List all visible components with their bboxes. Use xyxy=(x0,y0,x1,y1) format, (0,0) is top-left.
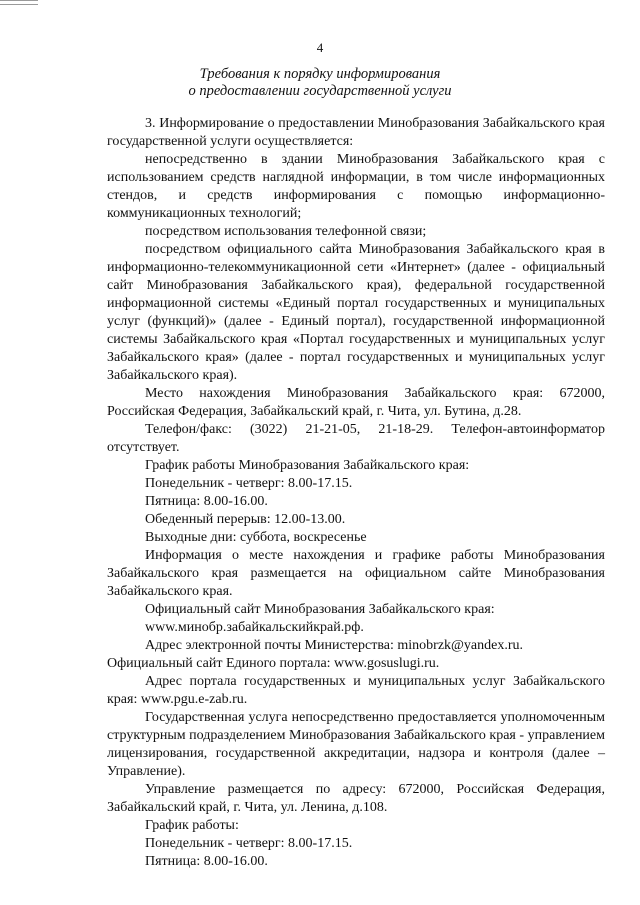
paragraph-friday: Пятница: 8.00-16.00. xyxy=(145,494,268,509)
paragraph-mon-thu: Понедельник - четверг: 8.00-17.15. xyxy=(145,476,353,491)
paragraph-schedule-title: График работы Минобразования Забайкальского края: xyxy=(145,458,470,473)
paragraph-informing-intro: 3. Информирование о предоставлении Минобразования Забайкальского края государственной услуги осуществляется: xyxy=(107,116,605,149)
paragraph-website: посредством официального сайта Минобразования Забайкальского края в информационно-телекоммуникационной сети «Интернет» (далее - официальный сайт Минобразования Забайкальского края), федеральной государственной информационной системы «Единый портал государственных и муниципальных услуг (функций)» (далее - Единый портал), государственной информационной системы Забайкальского края «Портал государственных и муниципальных услуг Забайкальского края» (далее - портал государственных и муниципальных услуг Забайкальского края). xyxy=(107,242,605,383)
paragraph-days-off: Выходные дни: суббота, воскресенье xyxy=(145,530,367,545)
paragraph-official-site-label: Официальный сайт Минобразования Забайкальского края: xyxy=(145,602,495,617)
page-number: 4 xyxy=(316,40,324,55)
paragraph-phone: посредством использования телефонной связи; xyxy=(145,224,427,239)
section-heading xyxy=(0,66,640,100)
paragraph-location: Место нахождения Минобразования Забайкальского края: 672000, Российская Федерация, Забайкальский край, г. Чита, ул. Бутина, д.28. xyxy=(107,386,605,419)
paragraph-lunch: Обеденный перерыв: 12.00-13.00. xyxy=(145,512,346,527)
heading-line-1: Требования к порядку информирования xyxy=(199,66,441,82)
paragraph-unified-portal: Официальный сайт Единого портала: www.gosuslugi.ru. xyxy=(107,656,440,671)
scan-corner-mark xyxy=(0,0,38,5)
paragraph-department-friday: Пятница: 8.00-16.00. xyxy=(145,854,268,869)
paragraph-official-site-url: www.минобр.забайкальскийкрай.рф. xyxy=(145,620,364,635)
paragraph-email: Адрес электронной почты Министерства: minobrzk@yandex.ru. xyxy=(145,638,524,653)
heading-line-2: о предоставлении государственной услуги xyxy=(188,83,452,99)
paragraph-info-placement: Информация о месте нахождения и графике работы Минобразования Забайкальского края размещается на официальном сайте Минобразования Забайкальского края. xyxy=(107,548,605,599)
paragraph-department-mon-thu: Понедельник - четверг: 8.00-17.15. xyxy=(145,836,353,851)
document-body xyxy=(107,115,605,871)
paragraph-department-schedule-title: График работы: xyxy=(145,818,239,833)
paragraph-telephone: Телефон/факс: (3022) 21-21-05, 21-18-29. Телефон-автоинформатор отсутствует. xyxy=(107,422,605,455)
paragraph-service-provider: Государственная услуга непосредственно предоставляется уполномоченным структурным подразделением Минобразования Забайкальского края - управлением лицензирования, государственной аккредитации, надзора и контроля (далее – Управление). xyxy=(107,710,605,779)
paragraph-in-building: непосредственно в здании Минобразования Забайкальского края с использованием средств наглядной информации, в том числе информационных стендов, и средств информирования с помощью информационно-коммуникационных технологий; xyxy=(107,152,605,221)
paragraph-department-address: Управление размещается по адресу: 672000, Российская Федерация, Забайкальский край, г. Чита, ул. Ленина, д.108. xyxy=(107,782,605,815)
paragraph-regional-portal: Адрес портала государственных и муниципальных услуг Забайкальского края: www.pgu.e-zab.ru. xyxy=(107,674,605,707)
